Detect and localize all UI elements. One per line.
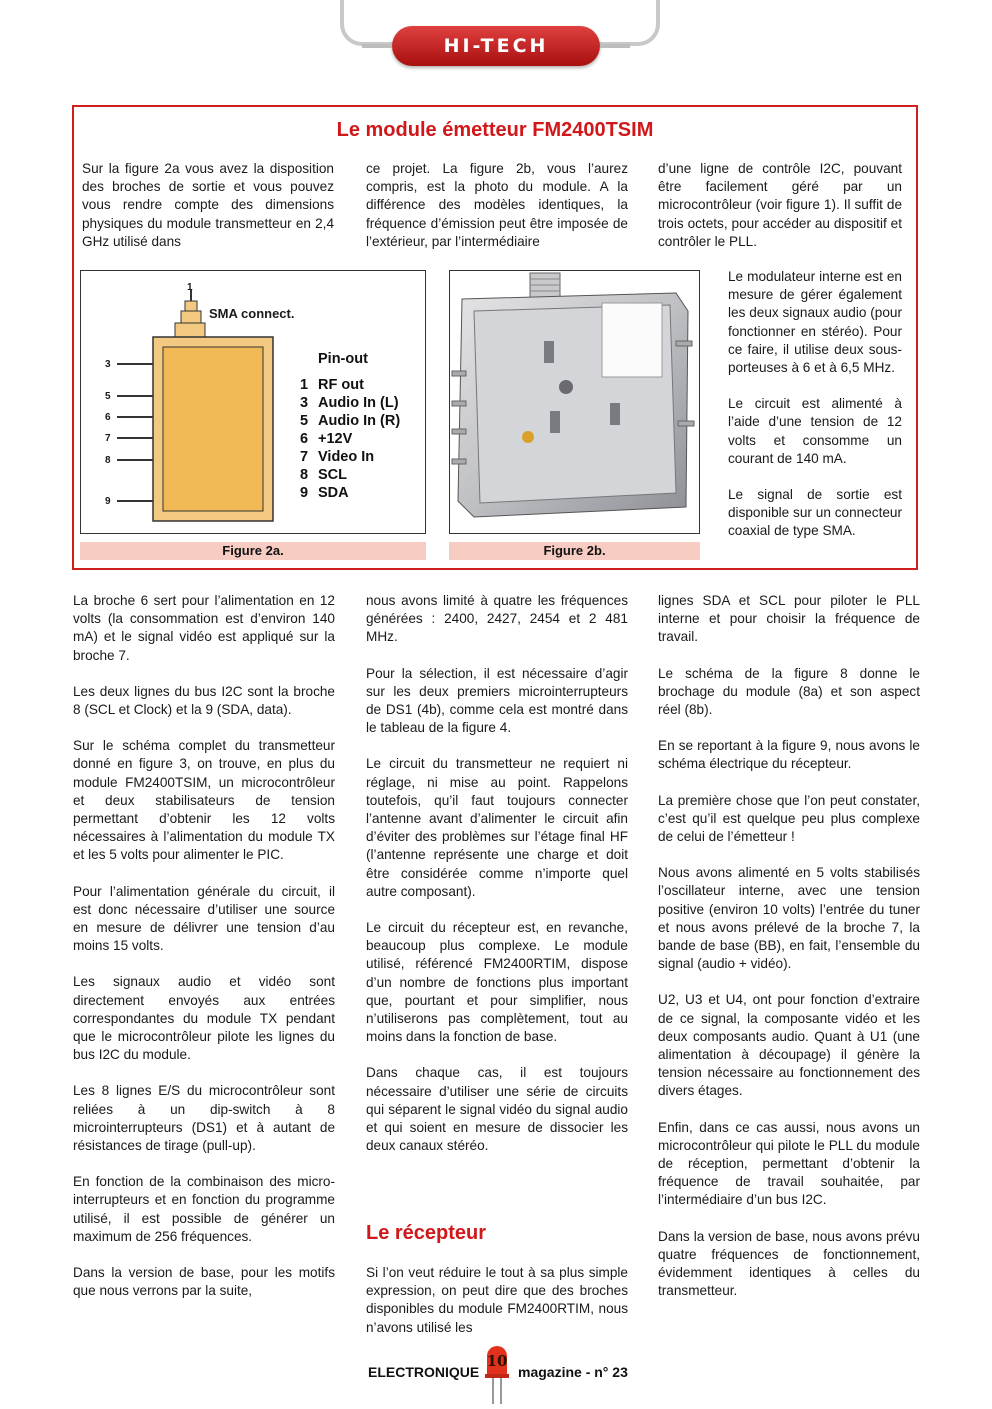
paragraph: Les deux lignes du bus I2C sont la broche 8 (SCL et Clock) et la 9 (SDA, data). — [73, 683, 335, 718]
paragraph: d’une ligne de contrôle I2C, pouvant être facilement géré par un microcontrôleur (voir figure 1). Il suffit de trois octets, pour accéder au dispositif et contrôler le PLL. — [658, 161, 902, 249]
pin-function: RF out — [318, 377, 364, 393]
paragraph: Si l’on veut réduire le tout à sa plus simple expression, on peut dire que des broches disponibles du module FM2400RTIM, nous n’avons utilisé les — [366, 1265, 628, 1335]
pinout-row — [300, 430, 400, 448]
body-column-3 — [658, 592, 920, 1319]
paragraph: Le circuit est alimenté à l’aide d’une tension de 12 volts et consomme un courant de 140 mA. — [728, 396, 902, 466]
box-side-column — [728, 268, 902, 559]
pin-label: 3 — [105, 359, 111, 370]
box-column-2 — [366, 160, 628, 269]
pin-number: 1 — [300, 377, 309, 393]
paragraph: Dans la version de base, nous avons prévu quatre fréquences de fonctionnement, évidemment identiques à celles du transmetteur. — [658, 1228, 920, 1299]
paragraph: Enfin, dans ce cas aussi, nous avons un microcontrôleur qui pilote le PLL du module de réception, permettant d’obtenir la fréquence de travail souhaitée, par l’intermédiaire d’un bus I2C. — [658, 1119, 920, 1208]
pin-function: Audio In (R) — [318, 413, 401, 429]
section-badge: HI-TECH — [392, 26, 600, 66]
pinout-row — [300, 394, 400, 412]
figure-2a-caption: Figure 2a. — [80, 542, 426, 560]
paragraph: Sur le schéma complet du transmetteur donné en figure 3, on trouve, en plus du module FM2400TSIM, un microcontrôleur et deux stabilisateurs de tension permettant d’obtenir les 12 volts nécessaires à l’alimentation du module TX et les 5 volts pour alimenter le PIC. — [73, 738, 335, 863]
pin-label: 7 — [105, 433, 111, 444]
magazine-name-left: ELECTRONIQUE — [368, 1364, 480, 1380]
pin-number: 8 — [300, 467, 309, 483]
pin-number: 3 — [300, 395, 309, 411]
pinout-row — [300, 448, 400, 466]
figure-2b — [449, 270, 700, 534]
paragraph: La broche 6 sert pour l’alimentation en 12 volts (la consommation est d’environ 140 mA) et le signal vidéo est appliqué sur la broche 7. — [73, 593, 335, 663]
section-title-recepteur: Le récepteur — [366, 1222, 487, 1244]
body-column-2-continued — [366, 1264, 628, 1355]
paragraph: Pour la sélection, il est nécessaire d’agir sur les deux premiers microinterrupteurs de DS1 (4b), comme cela est montré dans le tableau de la figure 4. — [366, 665, 628, 736]
box-column-3 — [658, 160, 902, 269]
box-column-1 — [82, 160, 334, 269]
body-column-1 — [73, 592, 335, 1319]
paragraph: Nous avons alimenté en 5 volts stabilisés l’oscillateur interne, avec une tension positive (environ 10 volts) l’entrée du tuner et nous avons prélevé de la broche 7, la bande de base (BB), en fait, l’ensemble du signal (audio + vidéo). — [658, 865, 920, 972]
paragraph: Le signal de sortie est disponible sur un connecteur coaxial de type SMA. — [728, 487, 902, 539]
paragraph: Pour l’alimentation générale du circuit, il est donc nécessaire d’utiliser une source en mesure de délivrer une tension d’au moins 15 volts. — [73, 883, 335, 954]
paragraph: Sur la figure 2a vous avez la disposition des broches de sortie et vous pouvez vous rendre compte des dimensions physiques du module transmetteur en 2,4 GHz utilisé dans — [82, 161, 334, 249]
body-column-2 — [366, 592, 628, 1173]
module-photo — [450, 271, 698, 532]
figure-2b-caption: Figure 2b. — [449, 542, 700, 560]
footer — [368, 1364, 628, 1380]
paragraph: Les signaux audio et vidéo sont directement envoyés aux entrées correspondantes du module TX pendant que le microcontrôleur pilote les lignes du bus I2C du module. — [73, 974, 335, 1063]
paragraph: Le circuit du transmetteur ne requiert ni réglage, ni mise au point. Rappelons toutefois, qu’il faut toujours connecter l’antenne avant d’alimenter le circuit afin d’éviter des problèmes sur l’étage final HF (l’antenne représente une charge et doit être considérée comme n’importe quel autre composant). — [366, 756, 628, 899]
pinout-legend — [300, 350, 400, 502]
paragraph: ce projet. La figure 2b, vous l’aurez compris, est la photo du module. A la différence des modèles identiques, la fréquence d’émission peut être imposée de l’extérieur, par l’intermédiaire — [366, 161, 628, 249]
pin-label: 5 — [105, 391, 111, 402]
pin-number: 5 — [300, 413, 309, 429]
pin-function: SDA — [318, 485, 349, 501]
paragraph: Dans la version de base, pour les motifs que nous verrons par la suite, — [73, 1265, 335, 1299]
paragraph: Le circuit du récepteur est, en revanche, beaucoup plus complexe. Le module utilisé, référencé FM2400RTIM, dispose d’un nombre de fonctions plus important que, pourtant et pour simplifier, nous n’utiliserons pas complètement, tout au moins dans la fonction de base. — [366, 920, 628, 1045]
led-page-number-icon — [484, 1344, 510, 1384]
pinout-row — [300, 466, 400, 484]
pin-number: 9 — [300, 485, 309, 501]
box-title: Le module émetteur FM2400TSIM — [336, 119, 654, 141]
pin-number: 6 — [300, 431, 309, 447]
magazine-issue: magazine - n° 23 — [518, 1364, 628, 1380]
paragraph: La première chose que l’on peut constater, c’est qu’il est quelque peu plus complexe de celui de l’émetteur ! — [658, 792, 920, 845]
paragraph: Le schéma de la figure 8 donne le brochage du module (8a) et son aspect réel (8b). — [658, 665, 920, 718]
pinout-row — [300, 412, 400, 430]
pin-label: 9 — [105, 496, 111, 507]
pinout-row — [300, 376, 400, 394]
pin-function: SCL — [318, 467, 347, 483]
sma-connector-label: SMA connect. — [209, 306, 295, 321]
paragraph: En se reportant à la figure 9, nous avons le schéma électrique du récepteur. — [658, 738, 920, 772]
pin-label: 6 — [105, 412, 111, 423]
paragraph: lignes SDA et SCL pour piloter le PLL interne et pour choisir la fréquence de travail. — [658, 593, 920, 645]
paragraph: nous avons limité à quatre les fréquences générées : 2400, 2427, 2454 et 2 481 MHz. — [366, 593, 628, 645]
page-number: 10 — [486, 1352, 508, 1370]
paragraph: Dans chaque cas, il est toujours nécessaire d’utiliser une série de circuits qui séparent le signal vidéo du signal audio et qui soient en mesure de dissocier les deux canaux stéréo. — [366, 1065, 628, 1154]
paragraph: Le modulateur interne est en mesure de gérer également les deux signaux audio (pour fonctionner en stéréo). Pour ce faire, il utilise deux sous-porteuses à 6 et à 6,5 MHz. — [728, 269, 902, 376]
pin-number: 7 — [300, 449, 309, 465]
paragraph: U2, U3 et U4, ont pour fonction d’extraire de ce signal, la composante vidéo et les deux composants audio. Quant à U1 (une alimentation à découpage) il génère la tension nécessaire au fonctionnement des divers étages. — [658, 992, 920, 1099]
paragraph: Les 8 lignes E/S du microcontrôleur sont reliées à un dip-switch à 8 microinterrupteurs (DS1) et à autant de résistances de tirage (pull-up). — [73, 1083, 335, 1154]
pin-function: Video In — [318, 449, 375, 465]
pin-function: Audio In (L) — [318, 395, 399, 411]
pinout-title: Pin-out — [318, 351, 368, 367]
paragraph: En fonction de la combinaison des micro-interrupteurs et en fonction du programme utilisé, il est possible de générer un maximum de 256 fréquences. — [73, 1174, 335, 1244]
pin-label: 1 — [187, 282, 193, 293]
pin-function: +12V — [318, 431, 353, 447]
pin-label: 8 — [105, 455, 111, 466]
pinout-row — [300, 484, 400, 502]
